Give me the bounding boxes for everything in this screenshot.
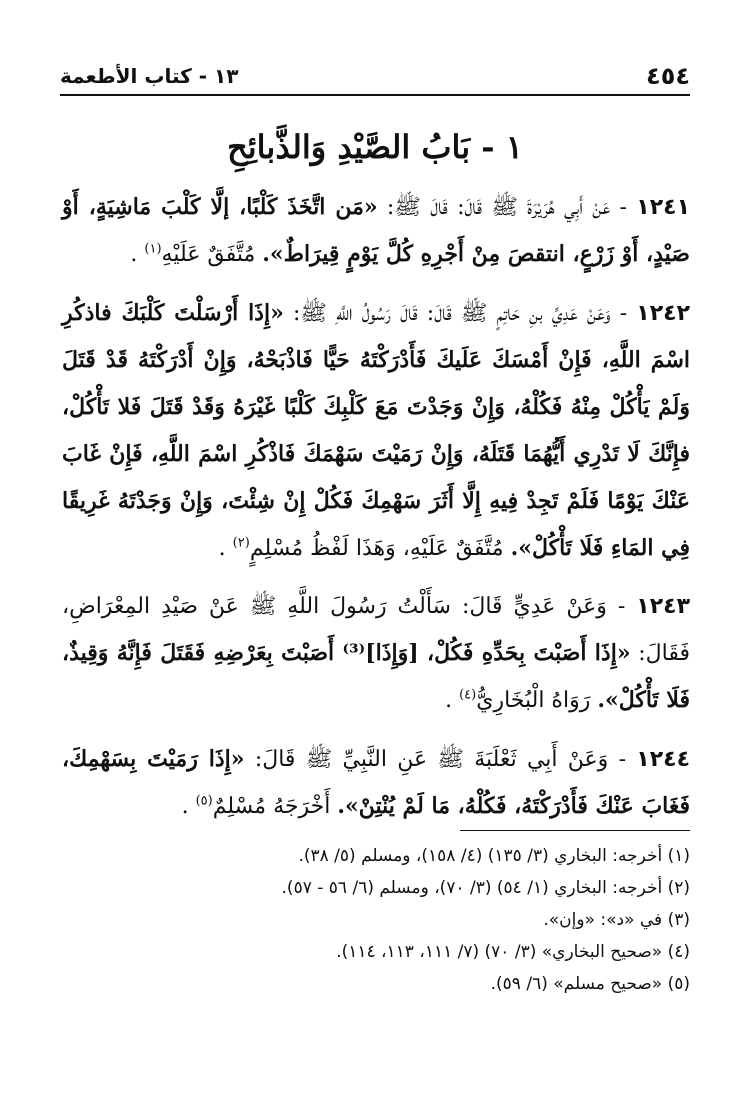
footnote-ref: (٥) — [195, 793, 213, 809]
footnotes — [62, 840, 690, 1000]
section-title: ١ - بَابُ الصَّيْدِ وَالذَّبائِحِ — [227, 128, 523, 166]
footnote-1: (١) أخرجه: البخاري (٣/ ١٣٥) (٤/ ١٥٨)، ومسلم (٥/ ٣٨). — [298, 846, 690, 866]
hadith-source: مُتَّفَقٌ عَلَيْهِ — [161, 242, 263, 267]
hadith-intro: - وَعَنْ أَبِي ثَعْلَبَةَ ﷺ عَنِ النَّبِيِّ ﷺ قَالَ: — [244, 747, 637, 772]
hadith-1243 — [62, 584, 690, 724]
chapter-title: ١٣ - كتاب الأطعمة — [60, 64, 239, 88]
running-header — [60, 58, 690, 96]
footnote-2: (٢) أخرجه: البخاري (١/ ٥٤) (٣/ ٧٠)، ومسلم (٦/ ٥٦ - ٥٧). — [281, 878, 690, 898]
footnote-4: (٤) «صحيح البخاري» (٣/ ٧٠) (٧/ ١١١، ١١٣، ١١٤). — [336, 942, 690, 962]
hadith-source: أَخْرَجَهُ مُسْلِمٌ — [212, 794, 338, 819]
footnote-3: (٣) في «د»: «وإن». — [543, 910, 690, 930]
page-number: ٤٥٤ — [646, 62, 690, 90]
hadith-text: «إِذَا أَصَبْتَ بِحَدِّهِ فَكُلْ، [وَإِذَا]⁽³⁾ أَصَبْتَ بِعَرْضِهِ فَقَتَلَ فَإِنَّهُ وَقِيذٌ، فَلَا تَأْكُلْ». — [62, 640, 690, 713]
hadith-intro: - وَعَنْ عَدِيِّ بنِ حَاتِمٍ ﷺ قَالَ: قَالَ رَسُولُ اللَّهِ ﷺ: — [283, 301, 637, 326]
hadith-list — [62, 184, 690, 842]
footnote-5: (٥) «صحيح مسلم» (٦/ ٥٩). — [490, 974, 690, 994]
hadith-text: «إِذَا رَمَيْتَ بِسَهْمِكَ، فَغَابَ عَنْكَ فَأَدْرَكْتَهُ، فَكُلْهُ، مَا لَمْ يُنْتِنْ». — [62, 746, 690, 819]
hadith-text: «إِذَا أَرْسَلْتَ كَلْبَكَ فاذكُرِ اسْمَ اللَّهِ، فَإِنْ أَمْسَكَ عَلَيكَ فَأَدْرَكْتَهُ حَيًّا فَاذْبَحْهُ، وَإِنْ أَدْرَكْتَهُ قَدْ قَتَلَ وَلَمْ يَأْكُلْ مِنْهُ فَكُلْهُ، وَإِنْ وَجَدْتَ مَعَ كَلْبِكَ كَلْبًا غَيْرَهُ وَقَدْ قَتَلَ فَلا تَأْكُلْ، فإِنَّكَ لَا تَدْرِي أَيُّهُمَا قَتَلَهُ، وَإِنْ رَمَيْتَ سَهْمَكَ فَاذْكُرِ اسْمَ اللَّهِ، فَإِنْ غَابَ عَنْكَ يَوْمًا فَلَمْ تَجِدْ فِيهِ إِلَّا أَثَرَ سَهْمِكَ فَكُلْ إِنْ شِئْتَ، وَإِنْ وَجَدْتَهُ غَرِيقًا فِي المَاءِ فَلَا تَأْكُلْ». — [62, 300, 690, 561]
footnote-ref: (٢) — [232, 535, 250, 551]
hadith-1242 — [62, 290, 690, 572]
hadith-source: مُتَّفَقٌ عَلَيْهِ، وَهَذَا لَفْظُ مُسْلِمٍ — [249, 536, 511, 561]
hadith-intro: - عَنْ أَبِي هُرَيْرَةَ ﷺ قَالَ: قَالَ ﷺ: — [377, 195, 637, 220]
hadith-number: ١٢٤٢ — [636, 301, 690, 326]
footnote-ref: (١) — [144, 241, 162, 257]
hadith-intro: - وَعَنْ عَدِيٍّ قَالَ: سَأَلْتُ رَسُولَ اللَّهِ ﷺ عَنْ صَيْدِ المِعْرَاضِ، فَقَالَ: — [62, 594, 690, 666]
hadith-1244 — [62, 736, 690, 830]
footnote-divider — [460, 830, 690, 831]
hadith-number: ١٢٤٤ — [636, 747, 690, 772]
hadith-end: . — [218, 536, 233, 561]
footnote-ref: (٤) — [459, 687, 477, 703]
hadith-text: «مَن اتَّخَذَ كَلْبًا، إلَّا كَلْبَ مَاشِيَةٍ، أَوْ صَيْدٍ، أَوْ زَرْعٍ، انتقصَ مِنْ أَجْرِهِ كُلَّ يَوْمٍ قِيرَاطٌ». — [62, 194, 690, 267]
hadith-1241 — [62, 184, 690, 278]
hadith-end: . — [181, 794, 196, 819]
hadith-source: رَوَاهُ الْبُخَارِيُّ — [476, 688, 598, 713]
hadith-number: ١٢٤٣ — [636, 594, 690, 619]
hadith-end: . — [445, 688, 460, 713]
hadith-end: . — [130, 242, 145, 267]
hadith-number: ١٢٤١ — [636, 195, 690, 220]
